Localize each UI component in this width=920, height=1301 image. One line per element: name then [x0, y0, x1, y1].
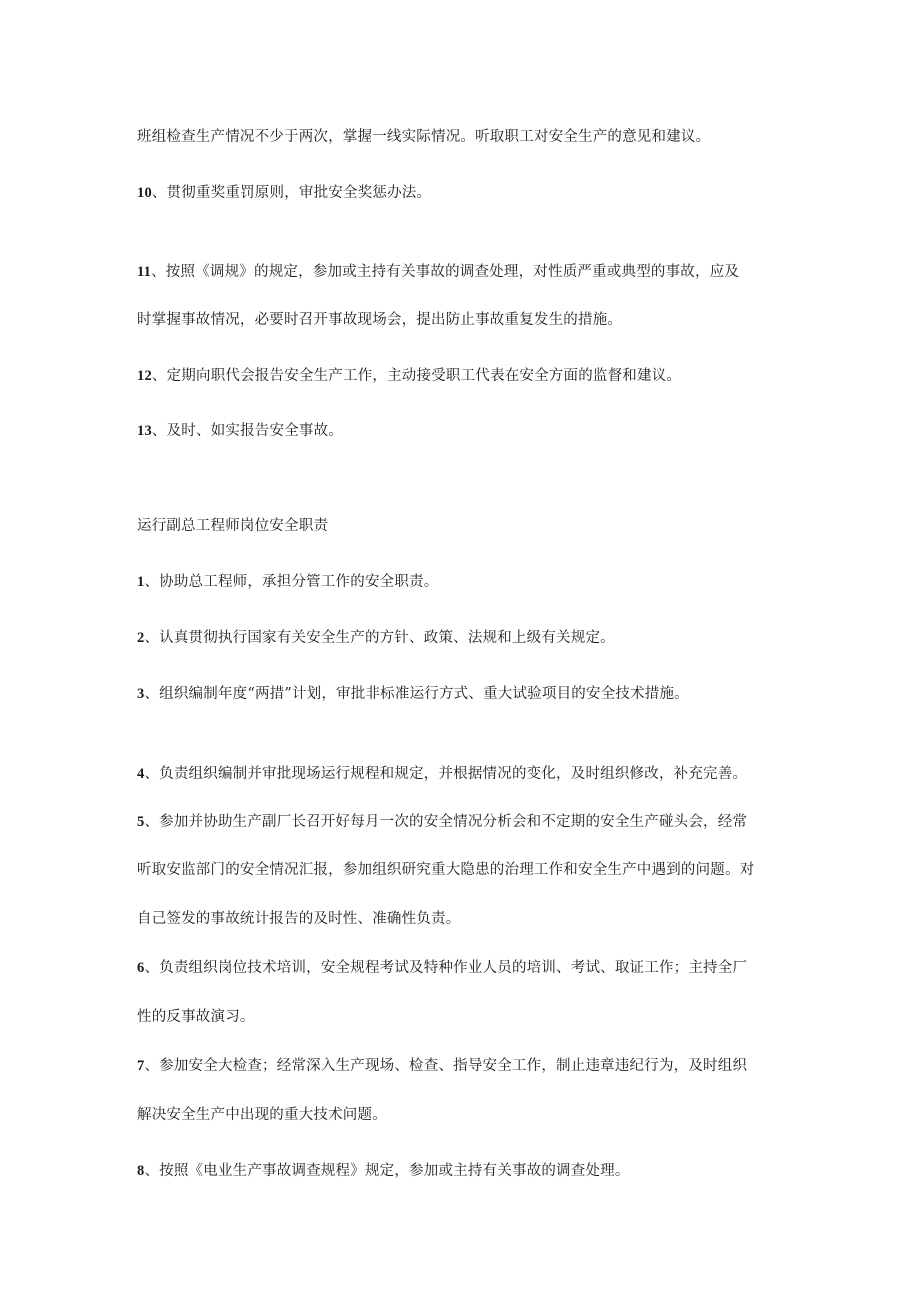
paragraph-line — [137, 812, 787, 832]
item-number: 12 — [137, 368, 152, 384]
line-text: 、协助总工程师，承担分管工作的安全职责。 — [144, 574, 439, 590]
paragraph-line — [137, 684, 787, 704]
paragraph-line — [137, 958, 787, 978]
item-number: 1 — [137, 574, 145, 590]
paragraph-line — [137, 183, 787, 203]
paragraph-line — [137, 262, 787, 282]
line-text: 时掌握事故情况，必要时召开事故现场会，提出防止事故重复发生的措施。 — [137, 312, 623, 328]
item-number: 7 — [137, 1058, 145, 1074]
line-text: 、按照《调规》的规定，参加或主持有关事故的调查处理，对性质严重或典型的事故，应及 — [151, 264, 740, 280]
line-text: 、参加并协助生产副厂长召开好每月一次的安全情况分析会和不定期的安全生产碰头会，经常 — [144, 814, 748, 830]
line-text: 性的反事故演习。 — [137, 1009, 255, 1025]
paragraph-line — [137, 628, 787, 648]
line-text: 、认真贯彻执行国家有关安全生产的方针、政策、法规和上级有关规定。 — [144, 630, 615, 646]
line-text: 、按照《电业生产事故调查规程》规定，参加或主持有关事故的调查处理。 — [144, 1163, 630, 1179]
line-text: 班组检查生产情况不少于两次，掌握一线实际情况。听取职工对安全生产的意见和建议。 — [137, 129, 711, 145]
paragraph-line — [137, 1056, 787, 1076]
item-number: 8 — [137, 1163, 145, 1179]
item-number: 13 — [137, 423, 152, 439]
line-text: 、及时、如实报告安全事故。 — [151, 423, 344, 439]
line-text: 运行副总工程师岗位安全职责 — [137, 518, 329, 534]
line-text: 、组织编制年度“两措”计划，审批非标准运行方式、重大试验项目的安全技术措施。 — [144, 686, 689, 702]
paragraph-line — [137, 909, 787, 929]
line-text: 自己签发的事故统计报告的及时性、准确性负责。 — [137, 911, 461, 927]
item-number: 5 — [137, 814, 145, 830]
item-number: 2 — [137, 630, 145, 646]
line-text: 、负责组织岗位技术培训，安全规程考试及特种作业人员的培训、考试、取证工作；主持全厂 — [144, 960, 748, 976]
paragraph-line — [137, 1007, 787, 1027]
line-text: 、定期向职代会报告安全生产工作，主动接受职工代表在安全方面的监督和建议。 — [151, 368, 682, 384]
paragraph-line — [137, 366, 787, 386]
item-number: 6 — [137, 960, 145, 976]
line-text: 、贯彻重奖重罚原则，审批安全奖惩办法。 — [151, 185, 432, 201]
line-text: 解决安全生产中出现的重大技术问题。 — [137, 1107, 387, 1123]
line-text: 听取安监部门的安全情况汇报，参加组织研究重大隐患的治理工作和安全生产中遇到的问题。对 — [137, 862, 755, 878]
paragraph-line — [137, 310, 787, 330]
section-heading — [137, 516, 787, 536]
line-text: 、负责组织编制并审批现场运行规程和规定，并根据情况的变化，及时组织修改，补充完善。 — [144, 766, 748, 782]
paragraph-line — [137, 1105, 787, 1125]
line-text: 、参加安全大检查；经常深入生产现场、检查、指导安全工作，制止违章违纪行为，及时组织 — [144, 1058, 748, 1074]
item-number: 10 — [137, 185, 152, 201]
paragraph-line — [137, 764, 787, 784]
paragraph-line — [137, 572, 787, 592]
item-number: 3 — [137, 686, 145, 702]
paragraph-line — [137, 127, 787, 147]
paragraph-line — [137, 421, 787, 441]
paragraph-line — [137, 1161, 787, 1181]
item-number: 11 — [137, 264, 152, 280]
paragraph-line — [137, 860, 787, 880]
item-number: 4 — [137, 766, 145, 782]
